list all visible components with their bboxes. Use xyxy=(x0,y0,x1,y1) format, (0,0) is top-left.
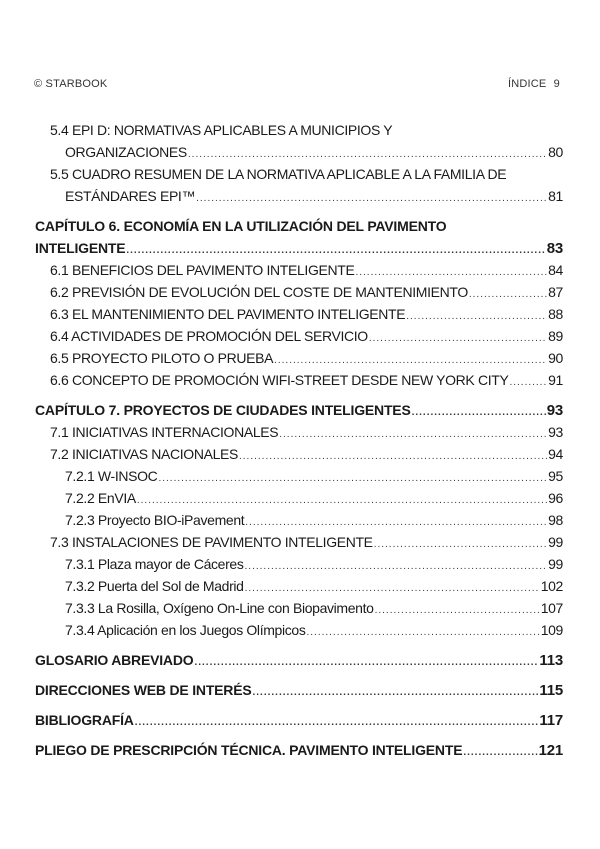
publisher-header: © STARBOOK xyxy=(34,78,108,90)
toc-page-number: 93 xyxy=(548,424,563,440)
dot-leader xyxy=(239,446,547,468)
toc-page-number: 107 xyxy=(540,600,563,616)
toc-entry-title: 6.6 CONCEPTO DE PROMOCIÓN WIFI-STREET DESDE NEW YORK CITY xyxy=(50,372,509,388)
toc-page-number: 96 xyxy=(548,490,563,506)
toc-entry-title: 5.5 CUADRO RESUMEN DE LA NORMATIVA APLICABLE A LA FAMILIA DE xyxy=(50,166,507,182)
toc-entry[interactable] xyxy=(35,509,563,531)
toc-entry-title: 7.3.3 La Rosilla, Oxígeno On-Line con Biopavimento xyxy=(65,600,374,616)
toc-page-number: 99 xyxy=(548,534,563,550)
toc-entry-title: 6.3 EL MANTENIMIENTO DEL PAVIMENTO INTELIGENTE xyxy=(50,306,406,322)
dot-leader xyxy=(509,372,547,394)
dot-leader xyxy=(158,468,547,490)
dot-leader xyxy=(406,306,547,328)
toc-entry-title: 7.3.4 Aplicación en los Juegos Olímpicos xyxy=(65,622,306,638)
toc-entry-title: ESTÁNDARES EPI™ xyxy=(65,188,196,204)
toc-entry[interactable] xyxy=(35,575,563,597)
toc-entry-title: CAPÍTULO 7. PROYECTOS DE CIUDADES INTELIGENTES xyxy=(35,402,411,418)
toc-entry[interactable] xyxy=(35,709,563,731)
dot-leader xyxy=(463,742,537,764)
toc-entry[interactable] xyxy=(35,237,563,259)
toc-page-number: 117 xyxy=(539,712,563,729)
dot-leader xyxy=(306,622,539,644)
toc-entry[interactable] xyxy=(35,553,563,575)
toc-entry-title: BIBLIOGRAFÍA xyxy=(35,712,134,728)
toc-entry[interactable] xyxy=(35,141,563,163)
toc-page-number: 93 xyxy=(546,402,563,419)
toc-entry[interactable] xyxy=(35,465,563,487)
toc-entry[interactable] xyxy=(35,215,563,237)
toc-entry[interactable] xyxy=(35,303,563,325)
toc-entry[interactable] xyxy=(35,281,563,303)
toc-page-number: 87 xyxy=(548,284,563,300)
toc-entry-title: 6.1 BENEFICIOS DEL PAVIMENTO INTELIGENTE xyxy=(50,262,355,278)
toc-entry[interactable] xyxy=(35,649,563,671)
toc-page-number: 81 xyxy=(548,188,563,204)
toc-entry-title: 7.2 INICIATIVAS NACIONALES xyxy=(50,446,238,462)
toc-page-number: 95 xyxy=(548,468,563,484)
toc-page-number: 109 xyxy=(540,622,563,638)
toc-entry-title: ORGANIZACIONES xyxy=(65,144,187,160)
toc-entry-title: PLIEGO DE PRESCRIPCIÓN TÉCNICA. PAVIMENTO INTELIGENTE xyxy=(35,742,463,758)
dot-leader xyxy=(469,284,547,306)
toc-page-number: 90 xyxy=(548,350,563,366)
toc-entry[interactable] xyxy=(35,163,563,185)
toc-entry-title: INTELIGENTE xyxy=(35,240,126,256)
toc-entry-title: 6.4 ACTIVIDADES DE PROMOCIÓN DEL SERVICIO xyxy=(50,328,368,344)
toc-page-number: 91 xyxy=(548,372,563,388)
toc-entry-title: 7.3.1 Plaza mayor de Cáceres xyxy=(65,556,244,572)
toc-entry-title: 7.3 INSTALACIONES DE PAVIMENTO INTELIGENTE xyxy=(50,534,373,550)
toc-entry[interactable] xyxy=(35,347,563,369)
toc-entry[interactable] xyxy=(35,443,563,465)
dot-leader xyxy=(369,328,547,350)
toc-page-number: 94 xyxy=(548,446,563,462)
toc-page-number: 98 xyxy=(548,512,563,528)
toc-entry-title: DIRECCIONES WEB DE INTERÉS xyxy=(35,682,252,698)
toc-entry[interactable] xyxy=(35,421,563,443)
toc-page-number: 84 xyxy=(548,262,563,278)
toc-page-number: 83 xyxy=(546,240,563,257)
dot-leader xyxy=(135,712,539,734)
toc-page-number: 115 xyxy=(539,682,563,699)
toc-entry-title: 7.2.2 EnVIA xyxy=(65,490,136,506)
toc-entry[interactable] xyxy=(35,531,563,553)
toc-entry[interactable] xyxy=(35,487,563,509)
dot-leader xyxy=(194,652,538,674)
toc-entry-title: 6.2 PREVISIÓN DE EVOLUCIÓN DEL COSTE DE MANTENIMIENTO xyxy=(50,284,468,300)
toc-entry[interactable] xyxy=(35,369,563,391)
toc-entry[interactable] xyxy=(35,325,563,347)
toc-entry-title: 5.4 EPI D: NORMATIVAS APLICABLES A MUNICIPIOS Y xyxy=(50,122,393,138)
toc-entry[interactable] xyxy=(35,597,563,619)
toc-page-number: 121 xyxy=(538,742,563,759)
toc-entry[interactable] xyxy=(35,119,563,141)
toc-entry[interactable] xyxy=(35,185,563,207)
toc-page-number: 99 xyxy=(548,556,563,572)
toc-page-number: 88 xyxy=(548,306,563,322)
dot-leader xyxy=(279,424,547,446)
dot-leader xyxy=(196,188,547,210)
table-of-contents xyxy=(35,119,563,761)
toc-page-number: 102 xyxy=(540,578,563,594)
toc-entry-title: GLOSARIO ABREVIADO xyxy=(35,652,194,668)
toc-entry-title: 7.2.1 W-INSOC xyxy=(65,468,158,484)
toc-page-number: 89 xyxy=(548,328,563,344)
dot-leader xyxy=(253,682,539,704)
dot-leader xyxy=(245,556,548,578)
toc-entry-title: CAPÍTULO 6. ECONOMÍA EN LA UTILIZACIÓN DEL PAVIMENTO xyxy=(35,218,447,234)
toc-entry-title: 7.2.3 Proyecto BIO-iPavement xyxy=(65,512,245,528)
toc-entry[interactable] xyxy=(35,619,563,641)
page-header: ÍNDICE 9 xyxy=(507,78,560,90)
toc-entry[interactable] xyxy=(35,679,563,701)
toc-entry-title: 7.1 INICIATIVAS INTERNACIONALES xyxy=(50,424,279,440)
toc-entry[interactable] xyxy=(35,399,563,421)
toc-entry-title: 7.3.2 Puerta del Sol de Madrid xyxy=(65,578,244,594)
toc-entry[interactable] xyxy=(35,739,563,761)
dot-leader xyxy=(375,600,540,622)
toc-entry[interactable] xyxy=(35,259,563,281)
dot-leader xyxy=(412,402,546,424)
toc-entry-title: 6.5 PROYECTO PILOTO O PRUEBA xyxy=(50,350,274,366)
toc-page-number: 80 xyxy=(548,144,563,160)
toc-page-number: 113 xyxy=(539,652,563,669)
dot-leader xyxy=(374,534,547,556)
